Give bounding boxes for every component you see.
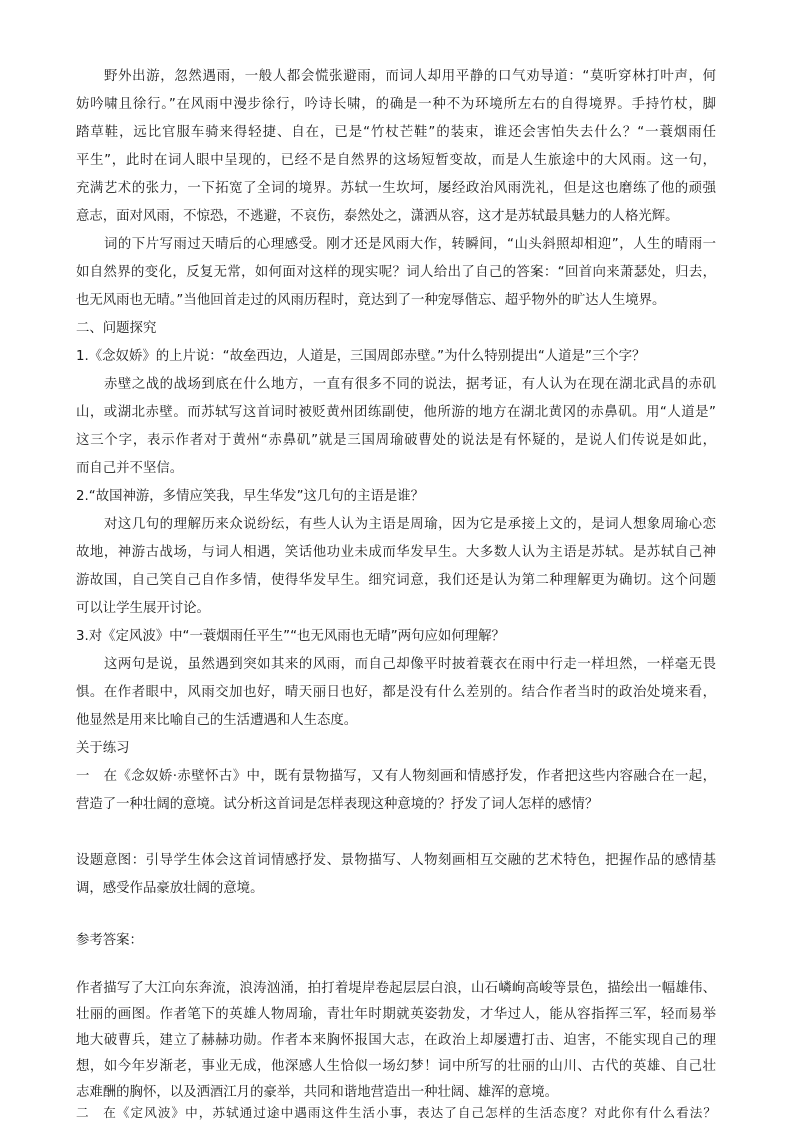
design-intent-line: 调，感受作品豪放壮阔的意境。 — [76, 881, 264, 896]
paragraph-line: 妨吟啸且徐行。”在风雨中漫步徐行，吟诗长啸，的确是一种不为环境所左右的自得境界。手持竹杖，脚 — [76, 97, 716, 112]
answer-line: 对这几句的理解历来众说纷纭，有些人认为主语是周瑜，因为它是承接上文的，是词人想象周瑜心恋 — [104, 517, 716, 532]
paragraph-line: 踏草鞋，远比官服车骑来得轻捷、自在，已是“竹杖芒鞋”的装束，谁还会害怕失去什么？“一蓑烟雨任 — [76, 125, 716, 140]
paragraph-line: 如自然界的变化，反复无常，如何面对这样的现实呢？词人给出了自己的答案：“回首向来萧瑟处，归去， — [76, 265, 716, 280]
paragraph-line: 也无风雨也无晴。”当他回首走过的风雨历程时，竟达到了一种宠辱偕忘、超乎物外的旷达人生境界。 — [76, 293, 666, 308]
reference-answer-line: 志难酬的胸怀，以及洒酒江月的豪举，共同和谐地营造出一种壮阔、雄浑的意境。 — [76, 1085, 559, 1100]
exercise-2: 二 在《定风波》中，苏轼通过途中遇雨这件生活小事，表达了自己怎样的生活态度？对此你有什么看法？ — [76, 1105, 716, 1120]
section-heading: 二、问题探究 — [76, 321, 157, 336]
paragraph-line: 意志，面对风雨，不惊恐，不逃避，不哀伤，泰然处之，潇洒从容，这才是苏轼最具魅力的人格光辉。 — [76, 209, 679, 224]
exercise-1-line: 营造了一种壮阔的意境。试分析这首词是怎样表现这种意境的？抒发了词人怎样的感情？ — [76, 797, 599, 812]
question-2: 2.“故国神游，多情应笑我，早生华发”这几句的主语是谁？ — [76, 489, 425, 504]
reference-answer-line: 壮丽的画图。作者笔下的英雄人物周瑜，青壮年时期就英姿勃发，才华过人，能从容指挥三军，轻而易举 — [76, 1007, 716, 1022]
answer-line: 山，或湖北赤壁。而苏轼写这首词时被贬黄州团练副使，他所游的地方在湖北黄冈的赤鼻矶。用“人道是” — [76, 405, 716, 420]
exercise-1-line: 一 在《念奴娇·赤壁怀古》中，既有景物描写，又有人物刻画和情感抒发，作者把这些内容融合在一起， — [76, 769, 716, 784]
answer-line: 故地，神游古战场，与词人相遇，笑话他功业未成而华发早生。大多数人认为主语是苏轼。是苏轼自己神 — [76, 545, 716, 560]
paragraph-line: 野外出游，忽然遇雨，一般人都会慌张避雨，而词人却用平静的口气劝导道：“莫听穿林打叶声，何 — [104, 69, 716, 84]
answer-line: 他显然是用来比喻自己的生活遭遇和人生态度。 — [76, 713, 358, 728]
reference-answer-line: 想，如今年岁渐老，事业无成，他深感人生恰似一场幻梦！词中所写的壮丽的山川、古代的英雄、自己壮 — [76, 1059, 716, 1074]
answer-line: 而自己并不坚信。 — [76, 461, 184, 476]
paragraph-line: 平生”，此时在词人眼中呈现的，已经不是自然界的这场短暂变故，而是人生旅途中的大风雨。这一句， — [76, 153, 716, 168]
reference-answer-line: 作者描写了大江向东奔流，浪涛汹涌，拍打着堤岸卷起层层白浪，山石嶙峋高峻等景色，描绘出一幅雄伟、 — [76, 981, 716, 996]
answer-line: 游故国，自己笑自己自作多情，使得华发早生。细究词意，我们还是认为第二种理解更为确切。这个问题 — [76, 573, 716, 588]
answer-line: 可以让学生展开讨论。 — [76, 601, 210, 616]
question-1: 1.《念奴娇》的上片说：“故垒西边，人道是，三国周郎赤壁。”为什么特别提出“人道是”三个字？ — [76, 349, 646, 364]
design-intent-line: 设题意图：引导学生体会这首词情感抒发、景物描写、人物刻画相互交融的艺术特色，把握作品的感情基 — [76, 853, 716, 868]
reference-answer-label: 参考答案： — [76, 933, 143, 948]
paragraph-line: 充满艺术的张力，一下拓宽了全词的境界。苏轼一生坎坷，屡经政治风雨洗礼，但是这也磨练了他的顽强 — [76, 181, 716, 196]
answer-line: 这两句是说，虽然遇到突如其来的风雨，而自己却像平时披着蓑衣在雨中行走一样坦然，一样毫无畏 — [104, 657, 716, 672]
answer-line: 惧。在作者眼中，风雨交加也好，晴天丽日也好，都是没有什么差别的。结合作者当时的政治处境来看， — [76, 685, 716, 700]
question-3: 3.对《定风波》中“一蓑烟雨任平生”“也无风雨也无晴”两句应如何理解？ — [76, 629, 505, 644]
reference-answer-line: 地大破曹兵，建立了赫赫功勋。作者本来胸怀报国大志，在政治上却屡遭打击、迫害，不能实现自己的理 — [76, 1033, 716, 1048]
paragraph-line: 词的下片写雨过天晴后的心理感受。刚才还是风雨大作，转瞬间，“山头斜照却相迎”，人生的晴雨一 — [104, 237, 716, 252]
answer-line: 这三个字，表示作者对于黄州“赤鼻矶”就是三国周瑜破曹处的说法是有怀疑的，是说人们传说是如此， — [76, 433, 716, 448]
exercise-heading: 关于练习 — [76, 741, 130, 756]
answer-line: 赤壁之战的战场到底在什么地方，一直有很多不同的说法，据考证，有人认为在现在湖北武昌的赤矶 — [104, 377, 716, 392]
